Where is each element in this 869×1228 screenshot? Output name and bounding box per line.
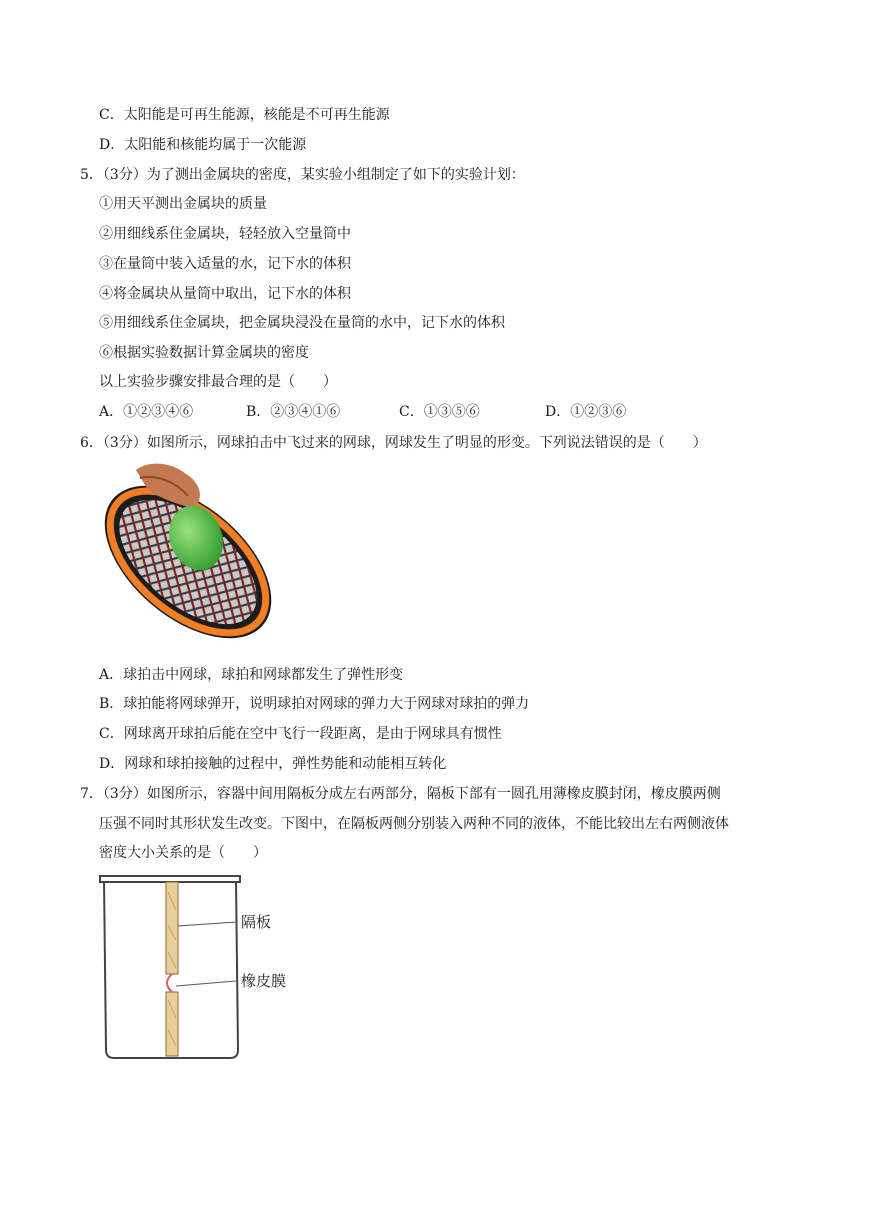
- q5-stem: 5．（3分）为了测出金属块的密度，某实验小组制定了如下的实验计划：: [80, 167, 525, 183]
- q7-stem-line-2: 压强不同时其形状发生改变。下图中，在隔板两侧分别装入两种不同的液体，不能比较出左右两侧液体: [99, 816, 729, 832]
- q5-step-5: ⑤用细线系住金属块，把金属块浸没在量筒的水中，记下水的体积: [99, 315, 505, 331]
- q7-stem-line-3: 密度大小关系的是（ ）: [99, 845, 267, 861]
- q6-option-b: B．球拍能将网球弹开，说明球拍对网球的弹力大于网球对球拍的弹力: [99, 696, 530, 712]
- membrane-label: 橡皮膜: [241, 973, 287, 990]
- partition-label: 隔板: [241, 914, 272, 931]
- q5-option-d: D．①②③⑥: [545, 404, 627, 420]
- q5-option-a: A．①②③④⑥: [99, 404, 194, 420]
- q5-step-1: ①用天平测出金属块的质量: [99, 196, 267, 212]
- q6-option-d: D．网球和球拍接触的过程中，弹性势能和动能相互转化: [99, 756, 447, 772]
- q5-option-c: C．①③⑤⑥: [399, 404, 480, 420]
- q5-question: 以上实验步骤安排最合理的是（ ）: [99, 374, 337, 390]
- q6-option-a: A．球拍击中网球，球拍和网球都发生了弹性形变: [99, 667, 404, 683]
- q5-step-4: ④将金属块从量筒中取出，记下水的体积: [99, 286, 351, 302]
- partition-lower: [166, 992, 178, 1056]
- q7-stem-line-1: 7．（3分）如图所示，容器中间用隔板分成左右两部分，隔板下部有一圆孔用薄橡皮膜封闭，橡皮膜两侧: [80, 786, 721, 802]
- q6-stem: 6．（3分）如图所示，网球拍击中飞过来的网球，网球发生了明显的形变。下列说法错误的是（ ）: [80, 435, 707, 451]
- container-figure: [96, 870, 316, 1065]
- q6-option-c: C．网球离开球拍后能在空中飞行一段距离，是由于网球具有惯性: [99, 726, 502, 742]
- q5-step-6: ⑥根据实验数据计算金属块的密度: [99, 345, 309, 361]
- tennis-racket-figure: [96, 460, 286, 655]
- q4-option-d: D．太阳能和核能均属于一次能源: [99, 137, 307, 153]
- q4-option-c: C．太阳能是可再生能源，核能是不可再生能源: [99, 107, 390, 123]
- q5-step-3: ③在量筒中装入适量的水，记下水的体积: [99, 256, 351, 272]
- q5-options: [99, 402, 799, 422]
- rubber-membrane: [167, 974, 172, 992]
- q5-step-2: ②用细线系住金属块，轻轻放入空量筒中: [99, 226, 351, 242]
- q5-option-b: B．②③④①⑥: [246, 404, 341, 420]
